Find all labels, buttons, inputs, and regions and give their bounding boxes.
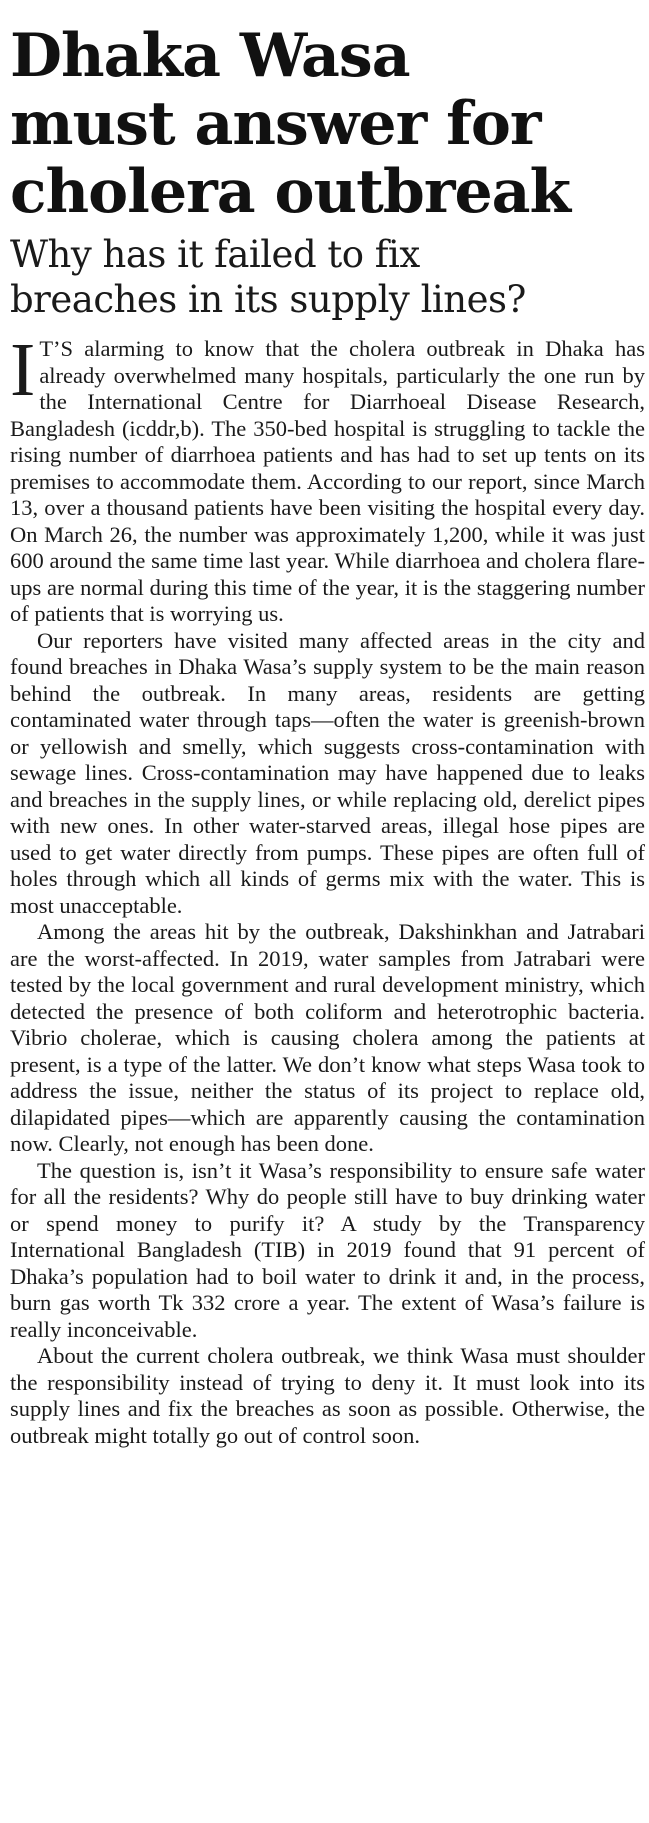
subheadline-line: Why has it failed to fix <box>10 233 420 276</box>
paragraph-4: The question is, isn’t it Wasa’s responsibility to ensure safe water for all the residents? Why do people still have to buy drinking water or spend money to purify it? A study by the Transparency International Bangladesh (TIB) in 2019 found that 91 percent of Dhaka’s population had to boil water to drink it and, in the process, burn gas worth Tk 332 crore a year. The extent of Wasa’s failure is really inconceivable. <box>10 1157 645 1342</box>
headline-line: Dhaka Wasa <box>10 21 410 91</box>
article-body <box>10 328 645 1449</box>
paragraph-3: Among the areas hit by the outbreak, Dakshinkhan and Jatrabari are the worst-affected. In 2019, water samples from Jatrabari were tested by the local government and rural development ministry, which detected the presence of both coliform and heterotrophic bacteria. Vibrio cholerae, which is causing cholera among the patients at present, is a type of the latter. We don’t know what steps Wasa took to address the issue, neither the status of its project to replace old, dilapidated pipes—which are apparently causing the contamination now. Clearly, not enough has been done. <box>10 919 645 1156</box>
headline <box>10 0 645 226</box>
paragraph-2: Our reporters have visited many affected areas in the city and found breaches in Dhaka Wasa’s supply system to be the main reason behind the outbreak. In many areas, residents are getting contaminated water through taps—often the water is greenish-brown or yellowish and smelly, which suggests cross-contamination with sewage lines. Cross-contamination may have happened due to leaks and breaches in the supply lines, or while replacing old, derelict pipes with new ones. In other water-starved areas, illegal hose pipes are used to get water directly from pumps. These pipes are often full of holes through which all kinds of germs mix with the water. This is most unacceptable. <box>10 627 645 918</box>
headline-line: must answer for <box>10 89 541 159</box>
subheadline-line: breaches in its supply lines? <box>10 278 526 321</box>
subheadline <box>10 232 645 322</box>
drop-cap: I <box>10 328 36 412</box>
paragraph-1 <box>10 328 645 628</box>
paragraph-text: T’S alarming to know that the cholera outbreak in Dhaka has already overwhelmed many hospitals, particularly the one run by the International Centre for Diarrhoeal Disease Research, Bangladesh (icddr,b). The 350-bed hospital is struggling to tackle the rising number of diarrhoea patients and has had to set up tents on its premises to accommodate them. According to our report, since March 13, over a thousand patients have been visiting the hospital every day. On March 26, the number was approximately 1,200, while it was just 600 around the same time last year. While diarrhoea and cholera flare-ups are normal during this time of the year, it is the staggering number of patients that is worrying us. <box>10 336 645 626</box>
headline-line: cholera outbreak <box>10 157 571 227</box>
paragraph-5: About the current cholera outbreak, we think Wasa must shoulder the responsibility instead of trying to deny it. It must look into its supply lines and fix the breaches as soon as possible. Otherwise, the outbreak might totally go out of control soon. <box>10 1343 645 1448</box>
